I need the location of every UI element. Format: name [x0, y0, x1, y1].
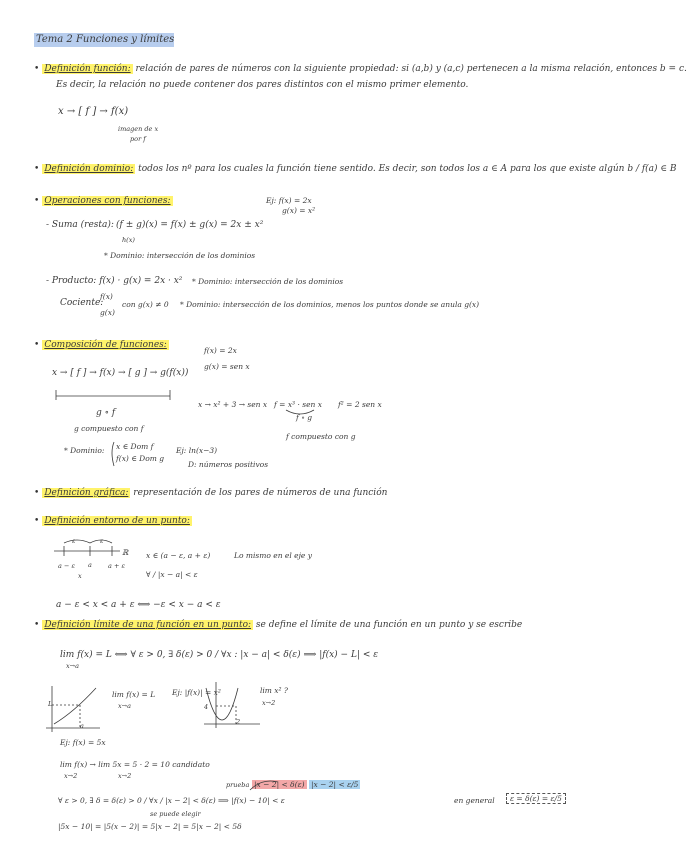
- s4-chain: x → [ f ] → f(x) → [ g ] → g(f(x)): [52, 368, 189, 378]
- s6-eps1: ε: [72, 537, 76, 545]
- limit-graph-curve: [54, 688, 96, 724]
- s4-gof: g ∘ f: [96, 408, 116, 418]
- s4-ex-f2: f² = 2 sen x: [338, 400, 382, 409]
- s1-heading: Definición función:: [44, 64, 131, 74]
- s7-ej: Ej: |f(x)| = x²: [172, 688, 221, 697]
- s3-coc: Cociente:: [60, 298, 104, 308]
- s1-map: x → [ f ] → f(x): [58, 106, 129, 117]
- s5-text: representación de los pares de números de una función: [133, 488, 388, 498]
- s7-heading: Definición límite de una función en un punto:: [44, 620, 252, 630]
- s3-eg: Ej: f(x) = 2x: [266, 196, 312, 205]
- s4-dom-ej2: D: números positivos: [188, 460, 269, 469]
- s3-suma-h: h(x): [122, 236, 135, 244]
- s5-heading: Definición gráfica:: [44, 488, 129, 498]
- s4-dom1: x ∈ Dom f: [116, 442, 154, 451]
- s7-ej-axis-4: 4: [204, 703, 209, 711]
- s7-eps-box: ε = δ(ε) = ε/5: [506, 793, 566, 804]
- s3-eg2: g(x) = x²: [282, 206, 316, 215]
- s7-ej2: Ej: f(x) = 5x: [60, 738, 106, 747]
- s6-axis-label: ℝ: [122, 548, 129, 557]
- s3-head-line: • Operaciones con funciones:: [34, 196, 171, 206]
- s4-heading: Composición de funciones:: [44, 340, 167, 350]
- s7-graph-lim-sub: x→a: [118, 702, 131, 710]
- s7-ej2-lim: lim f(x) → lim 5x = 5 · 2 = 10 candidato: [60, 760, 210, 769]
- domain-brace: [112, 442, 114, 466]
- s7-final: |5x − 10| = |5(x − 2)| = 5|x − 2| = 5|x − 2| < 5δ: [58, 822, 242, 831]
- s3-suma: - Suma (resta):: [46, 220, 114, 230]
- s7-ej-axis-2: 2: [236, 718, 241, 726]
- s6-cond1-note: Lo mismo en el eje y: [234, 551, 312, 560]
- s7-text: se define el límite de una función en un punto y se escribe: [255, 620, 523, 630]
- s7-graph-lim: lim f(x) = L: [112, 690, 156, 699]
- s7-eps-hl-2: |x − 2| < ε/5: [310, 780, 359, 789]
- s7-prueba-note: prueba: [226, 781, 250, 789]
- s7-eps-line: [58, 796, 285, 805]
- s1-line1: • Definición función: relación de pares de números con la siguiente propiedad: si (a,b) y (a,c) pertenecen a la misma relación, entonces b = c.: [34, 64, 687, 74]
- s1-text2: Es decir, la relación no puede contener dos pares distintos con el mismo primer elemento.: [56, 80, 469, 90]
- s3-suma-expr: (f ± g)(x) = f(x) ± g(x) = 2x ± x²: [116, 220, 264, 230]
- s1-por: por f: [130, 135, 146, 143]
- s7-ej2-sub1: x→2: [64, 772, 78, 780]
- s4-defs1: f(x) = 2x: [204, 346, 237, 355]
- s6-x: x: [78, 572, 82, 580]
- s6-a-plus: a + ε: [108, 562, 125, 570]
- s4-ex-f: f = x³ · sen x: [274, 400, 322, 409]
- s7-ej-lim: lim x² ?: [260, 686, 288, 695]
- s4-dom2: f(x) ∈ Dom g: [116, 454, 165, 463]
- s6-cond1: x ∈ (a − ε, a + ε): [146, 551, 211, 560]
- s3-coc-note: * Dominio: intersección de los dominios, menos los puntos donde se anula g(x): [180, 300, 480, 309]
- s3-coc-den: g(x): [100, 308, 115, 317]
- s7-eps-line-a: ∀ ε > 0, ∃ δ = δ(ε) > 0 / ∀x / |x − 2| < δ(ε) ⟹ |f(x) − 10| < ε: [58, 796, 285, 805]
- s3-prod-note: * Dominio: intersección de los dominios: [192, 277, 344, 286]
- s5-line: • Definición gráfica: representación de los pares de números de una función: [34, 488, 388, 498]
- s7-eps-general: en general: [454, 796, 495, 805]
- s2-heading: Definición dominio:: [44, 164, 134, 174]
- s3-suma-note: * Dominio: intersección de los dominios: [104, 251, 256, 260]
- s4-dom-ej: Ej: ln(x−3): [176, 446, 218, 455]
- s7-ej-lim-sub: x→2: [262, 699, 276, 707]
- s7-ej2-sub2: x→2: [118, 772, 132, 780]
- s7-puede-elegir: se puede elegir: [150, 810, 201, 818]
- s1-text1: relación de pares de números con la siguiente propiedad: si (a,b) y (a,c) pertenecen a la misma relación, entonces b = c.: [135, 64, 687, 74]
- s6-cond2: ∀ / |x − a| < ε: [146, 570, 198, 579]
- s4-head-line: • Composición de funciones:: [34, 340, 167, 350]
- s6-a: a: [88, 561, 92, 569]
- s7-lim-sub: x→a: [66, 662, 79, 670]
- s7-lim: lim f(x) = L ⟺ ∀ ε > 0, ∃ δ(ε) > 0 / ∀x : |x − a| < δ(ε) ⟹ |f(x) − L| < ε: [60, 650, 379, 660]
- s6-eps2: ε: [100, 537, 104, 545]
- s4-ex: x → x² + 3 → sen x: [198, 400, 268, 409]
- s4-dom-label: * Dominio:: [64, 446, 105, 455]
- s3-coc-num: f(x): [100, 292, 113, 301]
- s7-graph-a: a: [80, 722, 84, 730]
- s6-head-line: • Definición entorno de un punto:: [34, 516, 190, 526]
- s4-ex-compuesta: f compuesto con g: [286, 432, 356, 441]
- s6-ineq: a − ε < x < a + ε ⟺ −ε < x − a < ε: [56, 600, 221, 610]
- s6-heading: Definición entorno de un punto:: [44, 516, 190, 526]
- s7-graph-L: L: [48, 700, 53, 708]
- s4-defs2: g(x) = sen x: [204, 362, 250, 371]
- s3-coc-cond: con g(x) ≠ 0: [122, 300, 169, 309]
- s2-line: • Definición dominio: todos los nº para los cuales la función tiene sentido. Es decir, son todos los a ∈ A para los que existe algún b / f(a) ∈ B: [34, 164, 677, 174]
- page-title: Tema 2 Funciones y límites: [36, 34, 175, 45]
- s1-imagen: imagen de x: [118, 125, 159, 133]
- s7-eps-hl-1: |x − 2| < δ(ε): [254, 780, 305, 789]
- s4-ex-fg: f ∘ g: [296, 413, 313, 422]
- s3-heading: Operaciones con funciones:: [44, 196, 171, 206]
- s7-head-line: • Definición límite de una función en un punto: se define el límite de una función en un punto y se escribe: [34, 620, 523, 630]
- s7-eps-hl-group: [252, 780, 360, 789]
- s6-a-minus: a − ε: [58, 562, 75, 570]
- s3-prod: - Producto: f(x) · g(x) = 2x · x²: [46, 276, 183, 286]
- s4-gcomp: g compuesto con f: [74, 424, 144, 433]
- s2-text: todos los nº para los cuales la función tiene sentido. Es decir, son todos los a ∈ A para los que existe algún b / f(a) ∈ B: [138, 164, 677, 174]
